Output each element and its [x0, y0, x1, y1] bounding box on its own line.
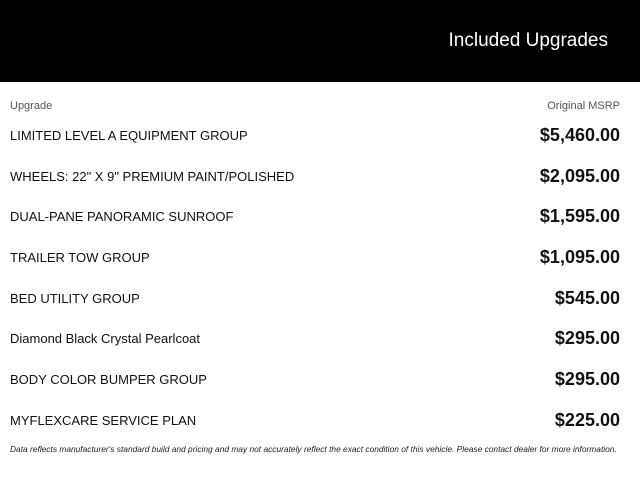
- upgrade-price: $295.00: [554, 369, 620, 390]
- upgrade-price: $5,460.00: [539, 125, 620, 145]
- list-item: [0, 400, 640, 441]
- upgrade-price: $295.00: [554, 328, 620, 349]
- list-item: [0, 237, 640, 278]
- column-header-msrp: Original MSRP: [547, 100, 620, 112]
- list-item: [0, 359, 640, 400]
- upgrade-price: $225.00: [554, 409, 620, 430]
- upgrade-name: LIMITED LEVEL A EQUIPMENT GROUP: [10, 128, 248, 143]
- disclaimer-text: Data reflects manufacturer's standard build and pricing and may not accurately reflect the exact condition of this vehicle. Please contact dealer for more information.: [10, 444, 617, 454]
- upgrade-name: DUAL-PANE PANORAMIC SUNROOF: [10, 209, 234, 225]
- upgrade-name: MYFLEXCARE SERVICE PLAN: [10, 412, 197, 428]
- list-item: [0, 278, 640, 319]
- header-bar: [0, 0, 640, 82]
- upgrade-name: TRAILER TOW GROUP: [10, 250, 150, 266]
- upgrades-list: [0, 115, 640, 441]
- list-item: [0, 318, 640, 359]
- column-header-upgrade: Upgrade: [10, 100, 53, 112]
- list-item: [0, 196, 640, 237]
- page-title: Included Upgrades: [448, 30, 608, 51]
- list-item: [0, 115, 640, 156]
- upgrade-name: BODY COLOR BUMPER GROUP: [10, 372, 207, 388]
- upgrade-price: $1,095.00: [539, 247, 620, 268]
- upgrade-price: $545.00: [554, 287, 620, 308]
- upgrade-name: BED UTILITY GROUP: [10, 290, 140, 306]
- upgrade-price: $2,095.00: [539, 165, 620, 186]
- upgrade-price: $1,595.00: [539, 206, 620, 227]
- upgrade-name: Diamond Black Crystal Pearlcoat: [10, 331, 201, 347]
- list-item: [0, 156, 640, 197]
- upgrade-name: WHEELS: 22" X 9" PREMIUM PAINT/POLISHED: [10, 168, 295, 184]
